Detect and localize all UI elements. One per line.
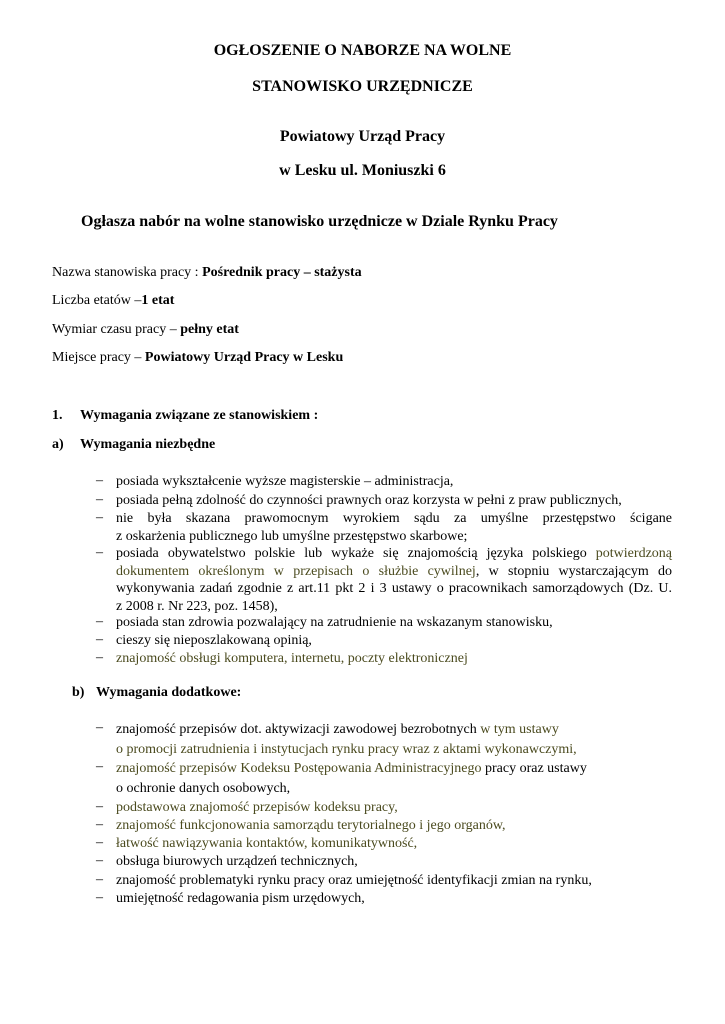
list-bullet: –	[96, 720, 103, 735]
subsection-a-letter: a)	[52, 437, 64, 452]
item-text: znajomość przepisów dot. aktywizacji zawodowej bezrobotnych	[116, 722, 481, 737]
list-bullet: –	[96, 632, 103, 647]
office-address: w Lesku ul. Moniuszki 6	[279, 162, 446, 179]
detail-working-time	[52, 322, 239, 338]
list-bullet: –	[96, 853, 103, 868]
item-text-highlight: dokumentem określonym w przepisach o służbie cywilnej	[116, 563, 476, 579]
office-name: Powiatowy Urząd Pracy	[279, 128, 446, 145]
list-bullet: –	[96, 545, 103, 560]
detail-label: Miejsce pracy –	[52, 350, 145, 365]
item-text: , w stopniu wystarczającym do	[475, 563, 673, 579]
item-line: z 2008 r. Nr 223, poz. 1458),	[116, 598, 278, 614]
required-item-4	[116, 545, 672, 615]
item-line	[116, 759, 672, 779]
additional-item-6: obsługa biurowych urządzeń technicznych,	[116, 854, 358, 869]
item-line	[116, 545, 672, 563]
subsection-a-title: Wymagania niezbędne	[80, 437, 216, 452]
detail-value: Powiatowy Urząd Pracy w Lesku	[144, 350, 344, 365]
detail-value: Pośrednik pracy – stażysta	[202, 265, 362, 280]
additional-item-2	[116, 759, 672, 799]
title-line-1: OGŁOSZENIE O NABORZE NA WOLNE	[213, 42, 512, 59]
additional-item-4: znajomość funkcjonowania samorządu terytorialnego i jego organów,	[116, 818, 506, 833]
item-line: wykonywania zadań zgodnie z art.11 pkt 2 i 3 ustawy o pracownikach samorządowych (Dz. U.	[116, 581, 672, 596]
list-bullet: –	[96, 473, 103, 488]
list-bullet: –	[96, 872, 103, 887]
list-bullet: –	[96, 492, 103, 507]
list-bullet: –	[96, 835, 103, 850]
item-line: z oskarżenia publicznego lub umyślne przestępstwo skarbowe;	[116, 528, 468, 544]
detail-value: 1 etat	[141, 293, 175, 308]
list-bullet: –	[96, 890, 103, 905]
list-bullet: –	[96, 799, 103, 814]
required-item-6: cieszy się nieposzlakowaną opinią,	[116, 633, 312, 648]
item-text: pracy oraz ustawy	[481, 761, 587, 776]
section-1-number: 1.	[52, 408, 63, 423]
list-bullet: –	[96, 510, 103, 525]
additional-item-1	[116, 720, 672, 760]
subsection-b-letter: b)	[72, 685, 85, 700]
required-item-2: posiada pełną zdolność do czynności prawnych oraz korzysta w pełni z praw publicznych,	[116, 493, 622, 508]
required-item-1: posiada wykształcenie wyższe magisterskie – administracja,	[116, 474, 454, 489]
list-bullet: –	[96, 817, 103, 832]
additional-item-8: umiejętność redagowania pism urzędowych,	[116, 891, 365, 906]
item-text-highlight: w tym ustawy	[480, 722, 559, 737]
announcement-heading: Ogłasza nabór na wolne stanowisko urzędnicze w Dziale Rynku Pracy	[81, 213, 558, 230]
item-text-highlight: potwierdzoną	[595, 546, 672, 561]
item-text: posiada obywatelstwo polskie lub wykaże się znajomością języka polskiego	[116, 546, 596, 561]
item-line	[116, 563, 672, 581]
list-bullet: –	[96, 759, 103, 774]
required-item-7: znajomość obsługi komputera, internetu, poczty elektronicznej	[116, 651, 468, 666]
additional-item-3: podstawowa znajomość przepisów kodeksu pracy,	[116, 800, 398, 815]
section-1-title: Wymagania związane ze stanowiskiem :	[80, 408, 319, 423]
required-item-3	[116, 510, 672, 545]
list-bullet: –	[96, 614, 103, 629]
detail-label: Wymiar czasu pracy –	[52, 322, 181, 337]
detail-value: pełny etat	[180, 322, 239, 337]
detail-positions-count	[52, 293, 174, 309]
detail-workplace	[52, 350, 343, 366]
item-line: nie była skazana prawomocnym wyrokiem sądu za umyślne przestępstwo ścigane	[116, 511, 672, 526]
list-bullet: –	[96, 650, 103, 665]
required-item-5: posiada stan zdrowia pozwalający na zatrudnienie na wskazanym stanowisku,	[116, 615, 553, 630]
detail-position	[52, 265, 362, 281]
item-text-highlight: znajomość przepisów Kodeksu Postępowania Administracyjnego	[116, 761, 482, 776]
additional-item-5: łatwość nawiązywania kontaktów, komunikatywność,	[116, 836, 418, 851]
item-line: o promocji zatrudnienia i instytucjach rynku pracy wraz z aktami wykonawczymi,	[116, 742, 577, 757]
detail-label: Nazwa stanowiska pracy :	[52, 265, 203, 280]
additional-item-7: znajomość problematyki rynku pracy oraz umiejętność identyfikacji zmian na rynku,	[116, 873, 592, 888]
title-line-2: STANOWISKO URZĘDNICZE	[252, 78, 473, 95]
item-line	[116, 720, 672, 740]
item-line: o ochronie danych osobowych,	[116, 781, 291, 796]
detail-label: Liczba etatów –	[52, 293, 142, 308]
subsection-b-title: Wymagania dodatkowe:	[96, 685, 242, 700]
